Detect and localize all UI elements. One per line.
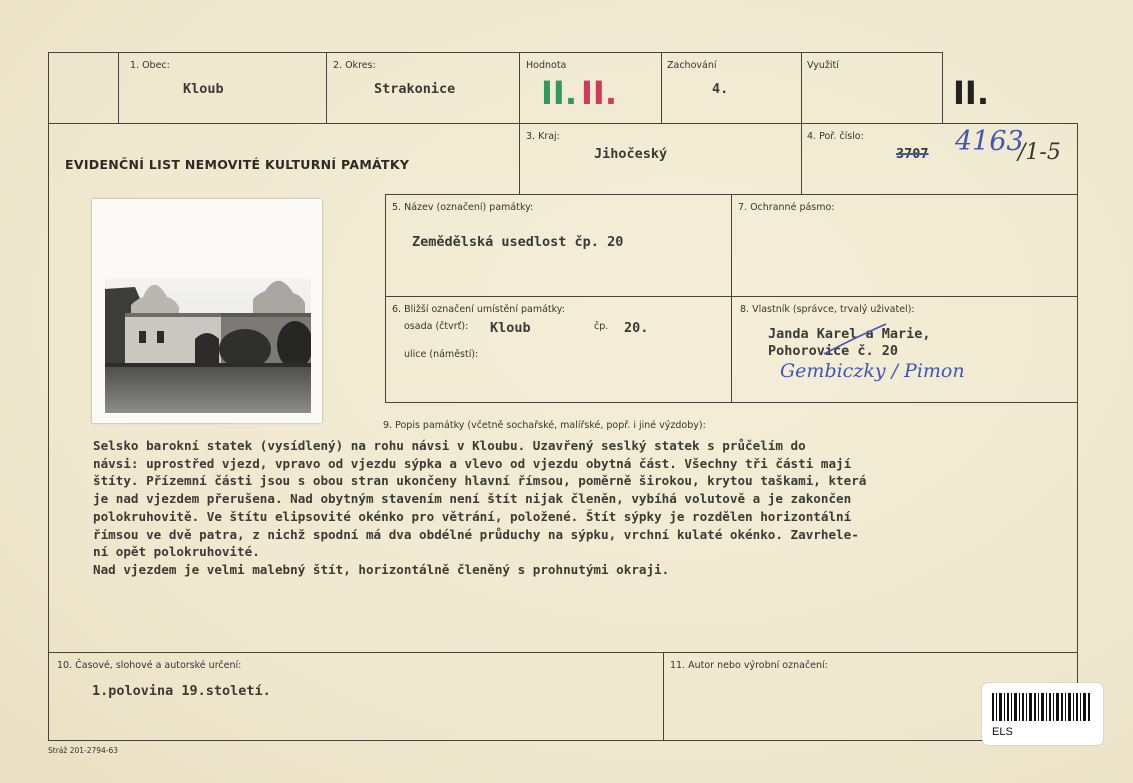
- zachovani-label: Zachování: [667, 60, 717, 71]
- ulice-label: ulice (náměstí):: [404, 349, 479, 360]
- autor-label: 11. Autor nebo výrobní označení:: [670, 660, 828, 671]
- popis-line: je nad vjezdem přerušena. Nad obytným stavením není štít nijak členěn, vybíhá volutově a je zakončen: [93, 491, 852, 507]
- popis-line: římsou ve dvě patra, z nichž spodní má dva obdélné průduchy na sýpku, vrchní kulaté okénko. Zavrhele-: [93, 526, 859, 542]
- popis-line: Nad vjezdem je velmi malebný štít, horizontálně členěný s prohnutými okraji.: [93, 561, 670, 577]
- hodnota-label: Hodnota: [526, 60, 567, 71]
- popis-line: ní opět polokruhovité.: [93, 544, 260, 560]
- vlastnik-strike-stroke: [820, 320, 890, 360]
- vlastnik-line2: Pohorovice č. 20: [768, 343, 899, 359]
- vlastnik-label: 8. Vlastník (správce, trvalý uživatel):: [740, 304, 915, 315]
- cp-label: čp.: [594, 321, 609, 332]
- kraj-value: Jihočeský: [594, 146, 668, 162]
- popis-text: [93, 437, 1083, 579]
- barcode-bars: [992, 693, 1092, 721]
- obec-label: 1. Obec:: [130, 60, 170, 71]
- popis-line: štíty. Přízemní části jsou s obou stran ukončeny hlavní římsou, poměrně širokou, krytou taškami, která: [93, 473, 867, 489]
- vlastnik-line1: Janda Karel a Marie,: [768, 326, 931, 342]
- form-title: EVIDENČNÍ LIST NEMOVITÉ KULTURNÍ PAMÁTKY: [65, 157, 410, 172]
- building-photo: [92, 199, 322, 423]
- osada-label: osada (čtvrť):: [404, 321, 469, 332]
- okres-value: Strakonice: [374, 81, 456, 97]
- nazev-value: Zemědělská usedlost čp. 20: [412, 234, 624, 250]
- obec-value: Kloub: [183, 81, 224, 97]
- popis-line: Selsko barokní statek (vysídlený) na rohu návsi v Kloubu. Uzavřený seslký statek s průčelím do: [93, 438, 806, 453]
- ochranne-pasmo-label: 7. Ochranné pásmo:: [738, 202, 835, 213]
- vyuziti-stamp: II.: [953, 74, 989, 112]
- barcode-sticker: [982, 683, 1103, 745]
- popis-line: polokruhovitě. Ve štítu elipsovité okénko pro větrání, položené. Štít sýpky je rozdělen horizontální: [93, 508, 852, 524]
- kraj-label: 3. Kraj:: [526, 131, 560, 142]
- hodnota-red-stamp: II.: [581, 74, 617, 112]
- por-cislo-label: 4. Poř. číslo:: [807, 131, 864, 142]
- umisteni-label: 6. Bližší označení umístění památky:: [392, 304, 565, 315]
- vlastnik-handwritten: Gembiczky / Pimon: [780, 360, 965, 382]
- por-cislo-suffix: /1-5: [1018, 140, 1061, 165]
- osada-value: Kloub: [490, 320, 531, 336]
- form-footer-code: Stráž 201-2794-63: [48, 746, 119, 755]
- nazev-label: 5. Název (označení) památky:: [392, 202, 534, 213]
- cp-value: 20.: [624, 320, 649, 336]
- okres-label: 2. Okres:: [333, 60, 376, 71]
- por-cislo-old-value: 3707: [896, 146, 929, 162]
- vyuziti-label: Využití: [807, 60, 839, 71]
- farmstead-photo-image: [105, 279, 311, 413]
- popis-line: návsi: uprostřed vjezd, vpravo od vjezdu sýpka a vlevo od vjezdu obytná část. Všechny tři části mají: [93, 455, 852, 471]
- casove-value: 1.polovina 19.století.: [92, 683, 271, 699]
- por-cislo-handwritten: 4163: [955, 126, 1024, 157]
- hodnota-green-stamp: II.: [541, 74, 577, 112]
- barcode-text: ELS: [992, 726, 1013, 738]
- popis-label: 9. Popis památky (včetně sochařské, malířské, popř. i jiné výzdoby):: [383, 420, 706, 431]
- casove-label: 10. Časové, slohové a autorské určení:: [57, 660, 242, 671]
- zachovani-value: 4.: [712, 81, 729, 97]
